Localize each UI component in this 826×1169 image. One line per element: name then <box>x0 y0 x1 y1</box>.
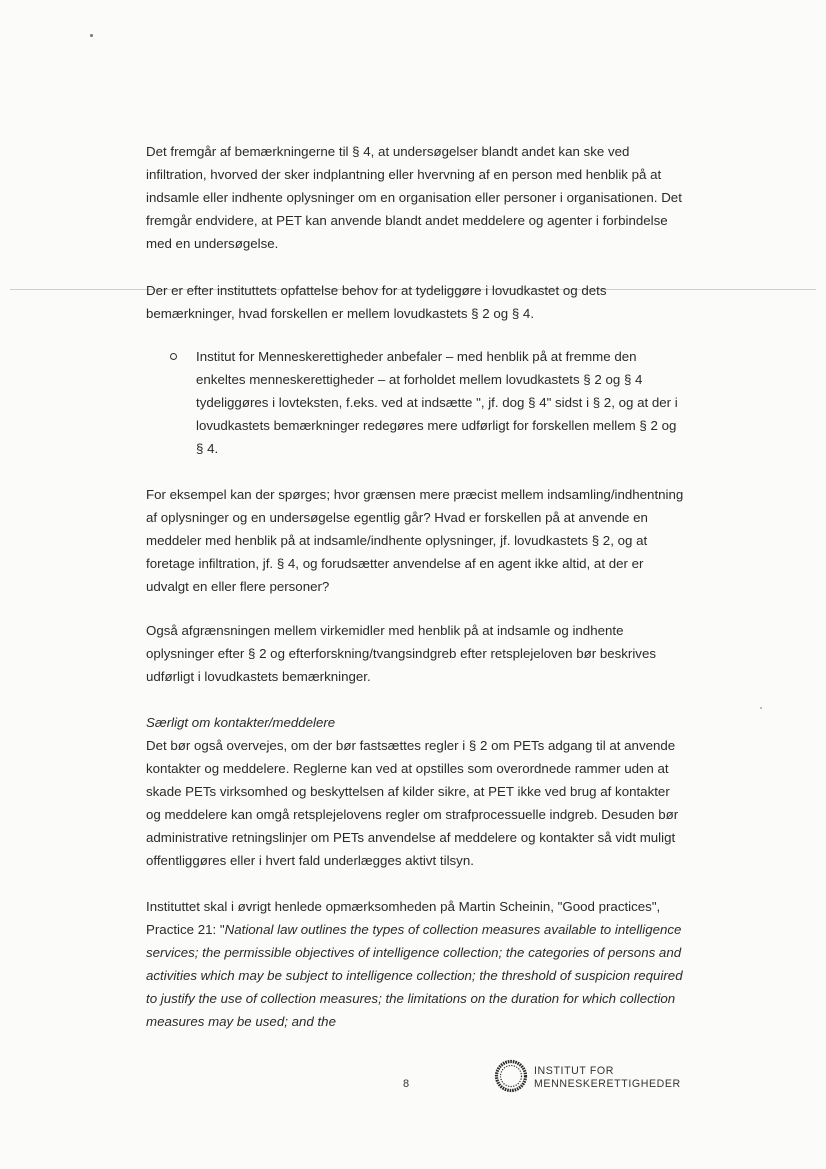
paragraph-need-clarification <box>146 279 686 325</box>
paragraph-text: For eksempel kan der spørges; hvor grænsen mere præcist mellem indsamling/indhentning af oplysninger og en undersøgelse egentlig går? Hvad er forskellen på at anvende en meddeler med henblik på at indsamle/indhente oplysninger, jf. lovudkastets § 2, og at foretage infiltration, jf. § 4, og forudsætter anvendelse af en agent ikke altid, at der er udvalgt en eller flere personer? <box>146 487 684 594</box>
bullet-text: Institut for Menneskerettigheder anbefaler – med henblik på at fremme den enkeltes menneskerettigheder – at forholdet mellem lovudkastets § 2 og § 4 tydeliggøres i lovteksten, f.eks. ved at indsætte ", jf. dog § 4" sidst i § 2, og at der i lovudkastets bemærkninger redegøres mere udførligt for forskellen mellem § 2 og § 4. <box>196 349 678 456</box>
scan-speck <box>760 707 762 709</box>
paragraph-delimitation <box>146 619 686 688</box>
scan-speck <box>90 34 93 37</box>
institute-logo-text <box>534 1065 681 1091</box>
paragraph-intro: Instituttet skal i øvrigt henlede opmærksomheden på Martin Scheinin, "Good practices", Practice 21: " <box>146 899 661 937</box>
paragraph-example-questions <box>146 483 686 598</box>
section-contacts-informants <box>146 711 686 872</box>
recommendation-bullet <box>170 345 682 460</box>
quote-text: National law outlines the types of collection measures available to intelligence services; the permissible objectives of intelligence collection; the categories of persons and activities which may be subject to intelligence collection; the threshold of suspicion required to justify the use of collection measures; the limitations on the duration for which collection measures may be used; and the <box>146 922 683 1029</box>
section-heading: Særligt om kontakter/meddelere <box>146 715 336 730</box>
page-number: 8 <box>403 1078 410 1090</box>
bullet-icon <box>170 353 177 360</box>
paragraph-text <box>146 895 686 1033</box>
logo-line: MENNESKERETTIGHEDER <box>534 1078 681 1090</box>
paragraph-text: Det bør også overvejes, om der bør fastsættes regler i § 2 om PETs adgang til at anvende kontakter og meddelere. Reglerne kan ved at opstilles som overordnede rammer uden at skade PETs virksomhed og beskyttelsen af kilder sikre, at PET ikke ved brug af kontakter og meddelere kan omgå retsplejelovens regler om strafprocessuelle indgreb. Desuden bør administrative retningslinjer om PETs anvendelse af meddelere og kontakter så vidt muligt offentliggøres eller i hvert fald underlægges aktivt tilsyn. <box>146 738 679 868</box>
paragraph-text: Der er efter instituttets opfattelse behov for at tydeliggøre i lovudkastet og dets bemærkninger, hvad forskellen er mellem lovudkastets § 2 og § 4. <box>146 283 607 321</box>
paragraph-text: Også afgrænsningen mellem virkemidler med henblik på at indsamle og indhente oplysninger efter § 2 og efterforskning/tvangsindgreb efter retsplejeloven bør beskrives udførligt i lovudkastets bemærkninger. <box>146 623 656 684</box>
institute-logo-icon <box>494 1059 528 1093</box>
logo-line: INSTITUT FOR <box>534 1065 614 1077</box>
paragraph-infiltration <box>146 140 686 255</box>
paragraph-text: Det fremgår af bemærkningerne til § 4, at undersøgelser blandt andet kan ske ved infiltration, hvorved der sker indplantning eller hvervning af en person med henblik på at indsamle eller indhente oplysninger om en organisation eller personer i organisationen. Det fremgår endvidere, at PET kan anvende blandt andet meddelere og agenter i forbindelse med en undersøgelse. <box>146 144 682 251</box>
paragraph-good-practices <box>146 895 686 1033</box>
